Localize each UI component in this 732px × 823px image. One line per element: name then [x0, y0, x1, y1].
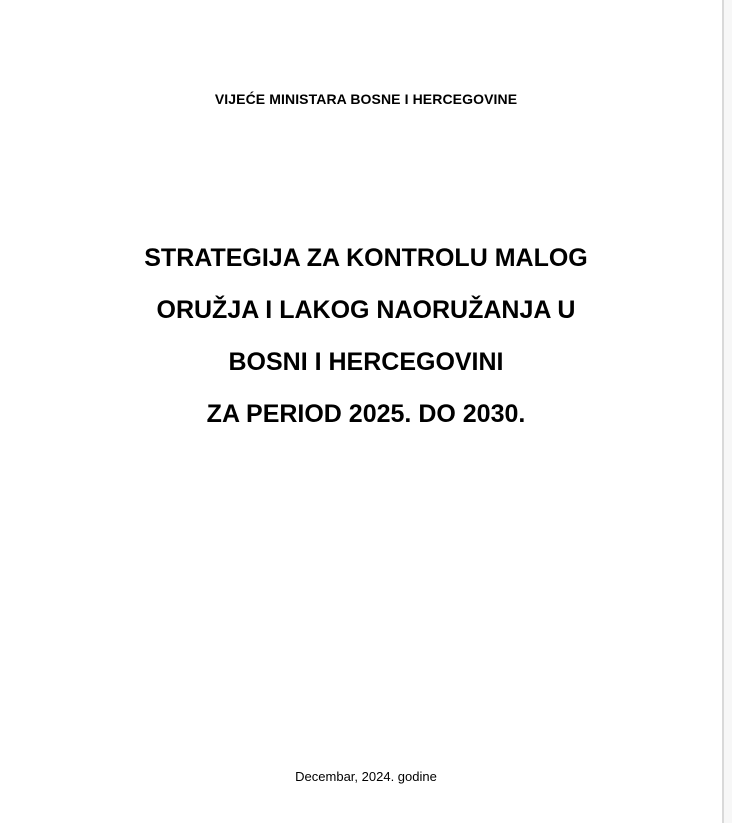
- title-line-4: ZA PERIOD 2025. DO 2030.: [206, 400, 526, 428]
- institution-heading: VIJEĆE MINISTARA BOSNE I HERCEGOVINE: [214, 91, 518, 107]
- document-title: [0, 232, 732, 440]
- document-date: Decembar, 2024. godine: [295, 769, 437, 784]
- title-line-3: BOSNI I HERCEGOVINI: [228, 348, 504, 376]
- viewer-gutter: [724, 0, 732, 823]
- title-line-1: STRATEGIJA ZA KONTROLU MALOG: [144, 244, 588, 272]
- title-line-2: ORUŽJA I LAKOG NAORUŽANJA U: [156, 296, 576, 324]
